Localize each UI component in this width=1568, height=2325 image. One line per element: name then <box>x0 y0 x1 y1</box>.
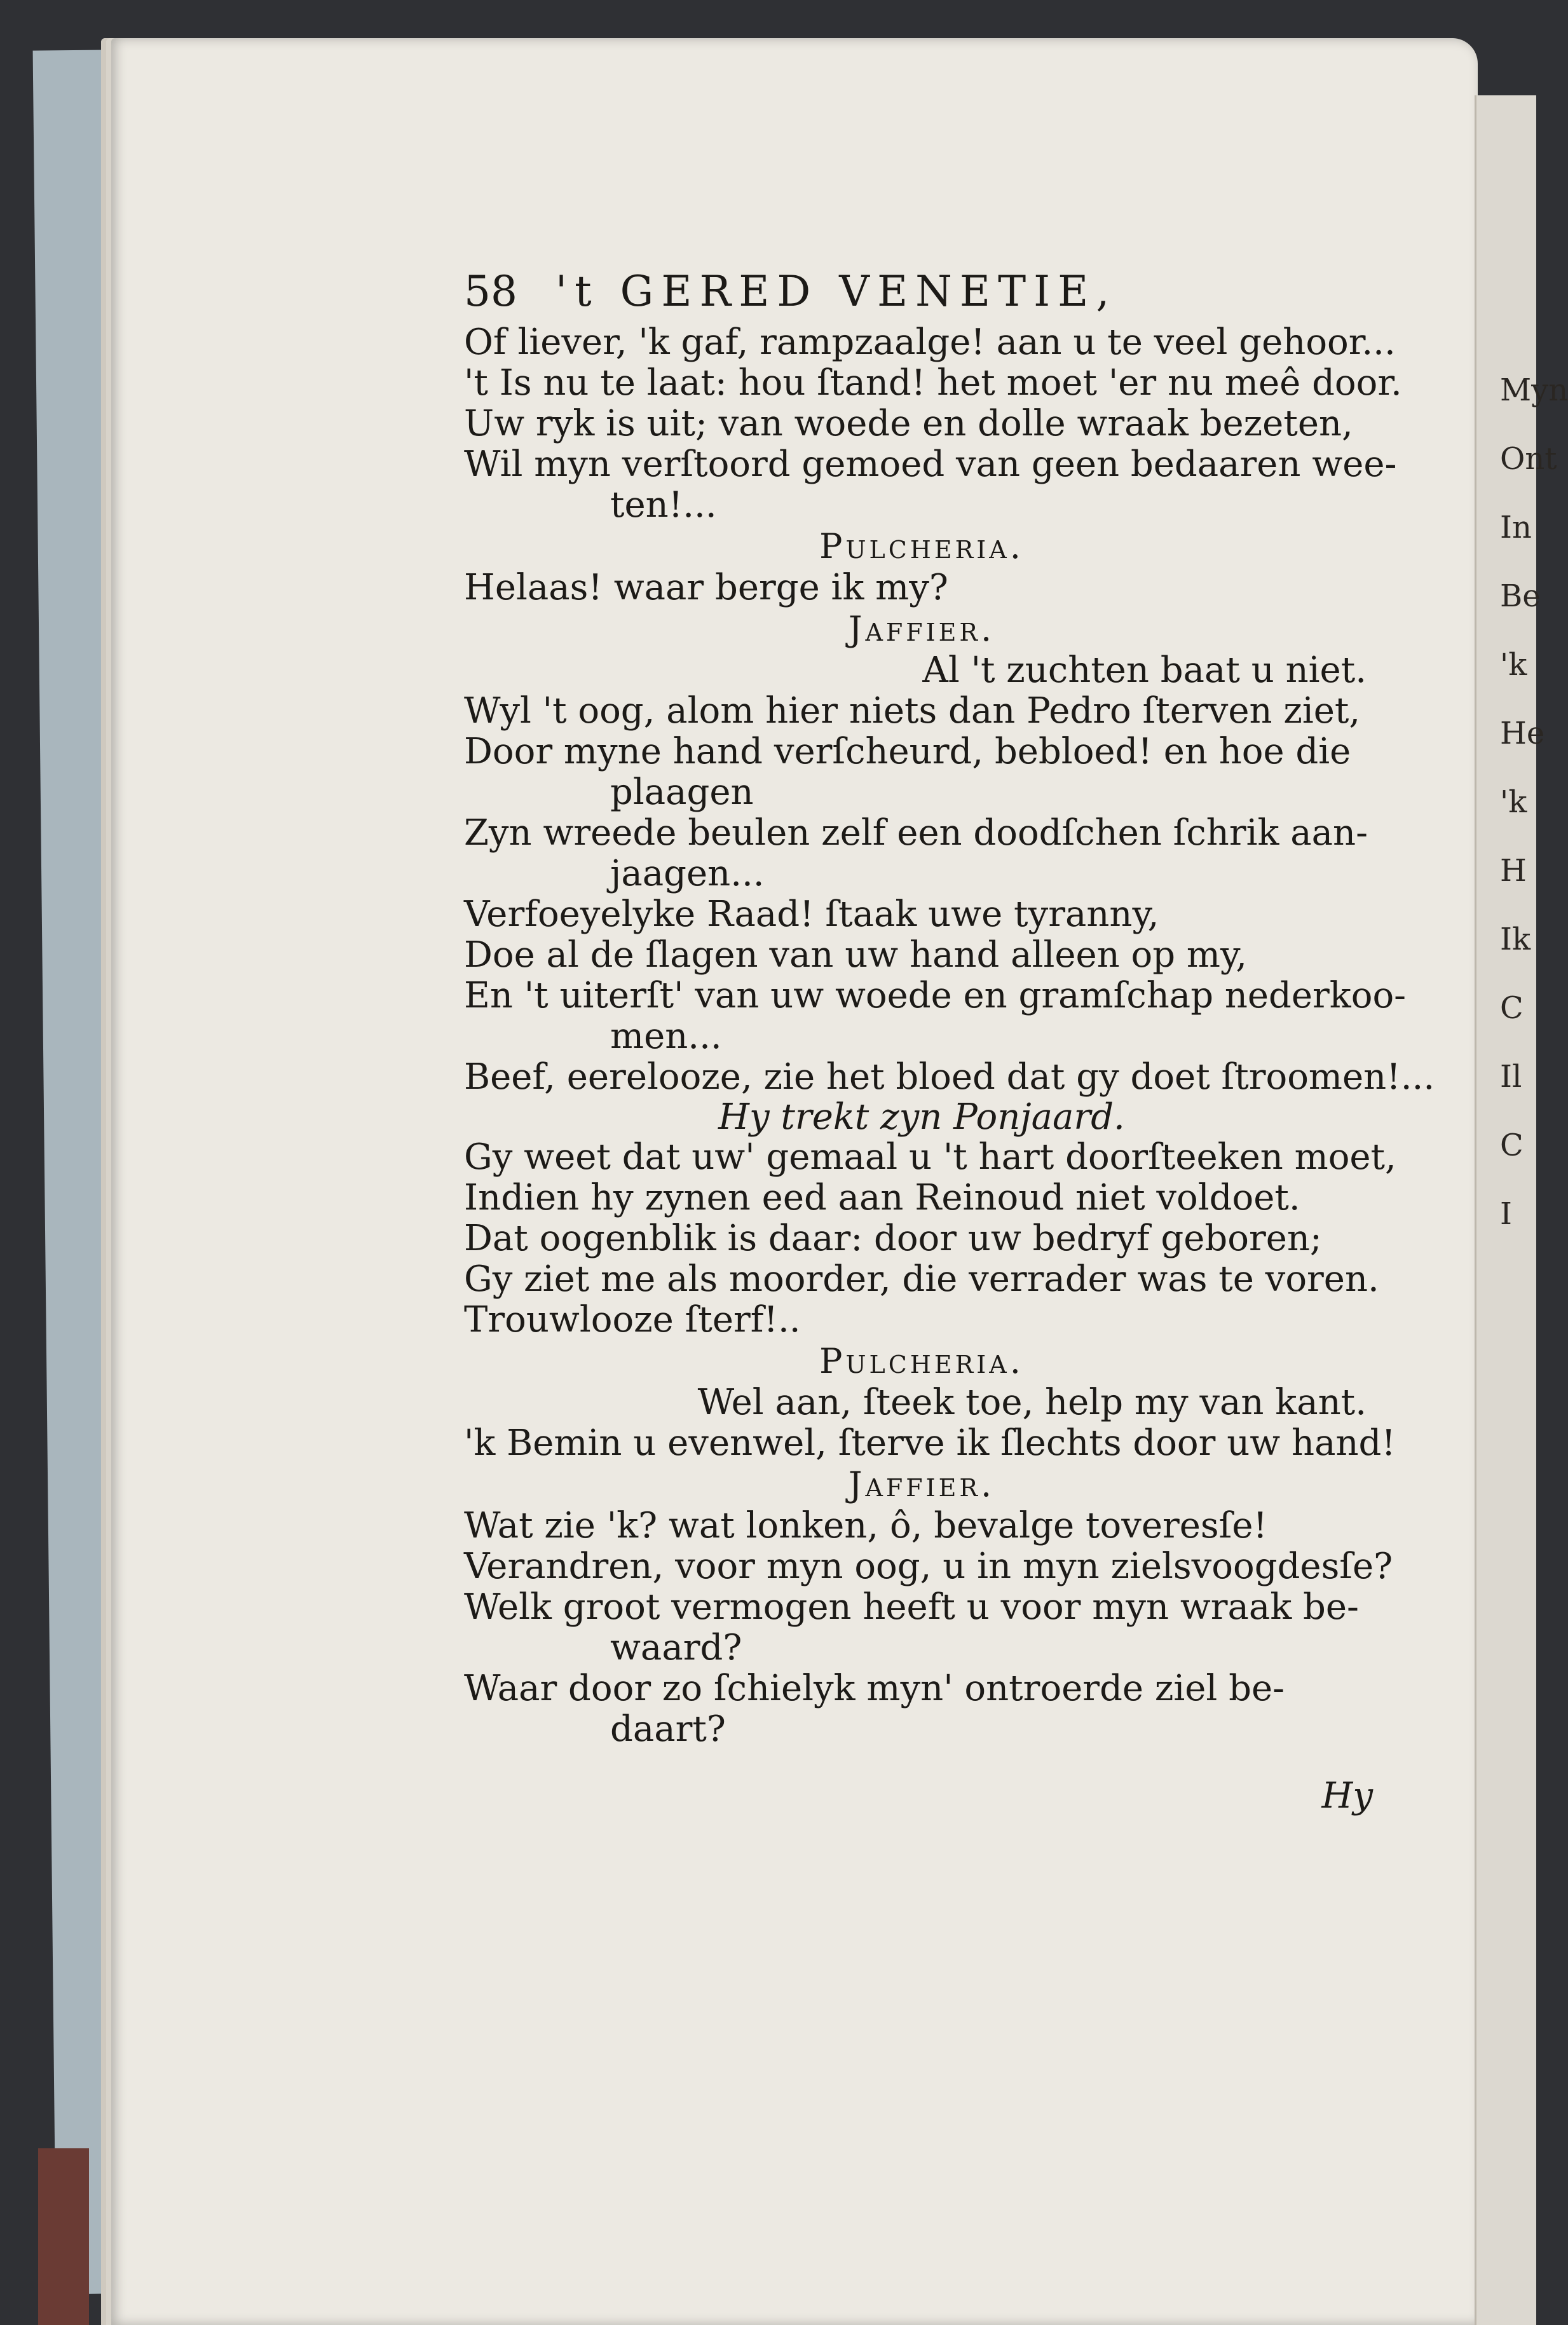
running-header <box>464 267 1379 316</box>
verse-line: Dat oogenblik is daar: door uw bedryf geboren; <box>464 1218 1322 1259</box>
verse-line: Wyl 't oog, alom hier niets dan Pedro ſterven ziet, <box>464 690 1361 732</box>
verse-continuation: jaagen... <box>610 853 765 894</box>
speaker-name: Jaffier. <box>848 1464 995 1504</box>
facing-page-fragment: Ont <box>1500 441 1557 477</box>
verse-line: Wil myn verſtoord gemoed van geen bedaaren wee- <box>464 444 1397 485</box>
verse-line: Wat zie 'k? wat lonken, ô, bevalge toveresſe! <box>464 1505 1267 1546</box>
facing-page-fragment: Myn <box>1500 372 1568 408</box>
page-number: 58 <box>464 267 517 316</box>
verse-line: Door myne hand verſcheurd, bebloed! en hoe die <box>464 731 1351 772</box>
speaker-name: Jaffier. <box>848 609 995 649</box>
verse-line: 't Is nu te laat: hou ſtand! het moet 'er nu meê door. <box>464 362 1402 404</box>
verse-line: Of liever, 'k gaf, rampzaalge! aan u te veel gehoor... <box>464 322 1396 363</box>
verse-continuation: men... <box>610 1016 722 1057</box>
verse-line: Zyn wreede beulen zelf een doodſchen ſchrik aan- <box>464 812 1368 854</box>
speaker-name: Pulcheria. <box>819 1341 1024 1381</box>
verse-line: Doe al de ſlagen van uw hand alleen op my, <box>464 934 1247 976</box>
facing-page-fragment: Il <box>1500 1059 1522 1094</box>
verse-line: Trouwlooze ſterf!.. <box>464 1299 801 1340</box>
verse-lines <box>464 322 1435 1750</box>
verse-continuation: waard? <box>610 1627 742 1668</box>
verse-line: Uw ryk is uit; van woede en dolle wraak bezeten, <box>464 403 1353 444</box>
verse-line: En 't uiterſt' van uw woede en gramſchap nederkoo- <box>464 975 1407 1016</box>
facing-page-fragments <box>1500 356 1568 1248</box>
facing-page-fragment: He <box>1500 716 1545 751</box>
verse-line: Waar door zo ſchielyk myn' ontroerde ziel be- <box>464 1668 1285 1709</box>
stage-direction: Hy trekt zyn Ponjaard. <box>718 1096 1125 1138</box>
verse-line-indented: Al 't zuchten baat u niet. <box>922 650 1367 691</box>
facing-page-fragment: Ik <box>1500 922 1531 957</box>
verse-continuation: daart? <box>610 1708 726 1750</box>
verse-line: Verandren, voor myn oog, u in myn zielsvoogdesſe? <box>464 1546 1393 1587</box>
verse-line: Gy ziet me als moorder, die verrader was te voren. <box>464 1258 1379 1300</box>
verse-line: 'k Bemin u evenwel, ſterve ik ſlechts door uw hand! <box>464 1422 1396 1464</box>
page-text <box>464 267 1435 1817</box>
facing-page-fragment: H <box>1500 853 1527 889</box>
facing-page-fragment: Be <box>1500 578 1541 614</box>
facing-page-fragment: C <box>1500 1128 1524 1163</box>
facing-page-fragment: 'k <box>1500 784 1527 820</box>
verse-line-indented: Wel aan, ſteek toe, help my van kant. <box>697 1382 1367 1423</box>
verse-line: Helaas! waar berge ik my? <box>464 567 948 608</box>
book-cover-edge <box>38 2148 89 2325</box>
verse-line: Gy weet dat uw' gemaal u 't hart doorſteeken moet, <box>464 1136 1396 1178</box>
catchword: Hy <box>1321 1775 1373 1817</box>
verse-line: Beef, eerelooze, zie het bloed dat gy doet ſtroomen!... <box>464 1056 1435 1098</box>
verse-line: Verfoeyelyke Raad! ſtaak uwe tyranny, <box>464 894 1159 935</box>
verse-continuation: ten!... <box>610 484 717 526</box>
verse-line: Indien hy zynen eed aan Reinoud niet voldoet. <box>464 1177 1300 1218</box>
facing-page-fragment: C <box>1500 990 1524 1026</box>
facing-page-fragment: I <box>1500 1196 1512 1232</box>
facing-page-fragment: In <box>1500 510 1532 545</box>
facing-page-fragment: 'k <box>1500 647 1527 683</box>
verse-line: Welk groot vermogen heeft u voor myn wraak be- <box>464 1586 1359 1628</box>
speaker-name: Pulcheria. <box>819 526 1024 566</box>
verse-continuation: plaagen <box>610 772 754 813</box>
running-head: 't GERED VENETIE, <box>555 267 1117 316</box>
